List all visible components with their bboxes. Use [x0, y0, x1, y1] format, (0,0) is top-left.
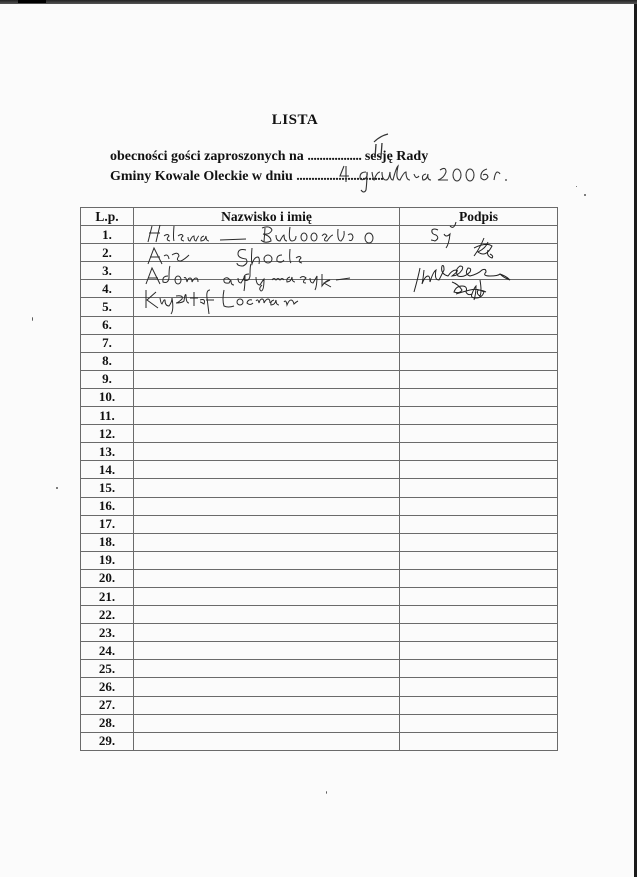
row-number: 29. [81, 732, 134, 750]
scan-speck [576, 186, 577, 187]
row-number: 24. [81, 642, 134, 660]
row-number: 10. [81, 388, 134, 406]
signature-cell [400, 569, 558, 587]
row-number: 5. [81, 298, 134, 316]
name-cell [134, 732, 400, 750]
row-number: 11. [81, 407, 134, 425]
row-number: 7. [81, 334, 134, 352]
name-cell [134, 443, 400, 461]
name-cell [134, 642, 400, 660]
table-row [81, 732, 558, 750]
signature-cell [400, 624, 558, 642]
signature-cell [400, 606, 558, 624]
name-cell [134, 569, 400, 587]
name-cell [134, 316, 400, 334]
column-header-signature: Podpis [400, 208, 558, 226]
handwritten-names [134, 222, 400, 312]
signature-cell [400, 352, 558, 370]
date-dots: ............................. [296, 169, 384, 184]
signature-cell [400, 551, 558, 569]
table-row [81, 407, 558, 425]
name-cell [134, 479, 400, 497]
name-cell [134, 425, 400, 443]
table-row [81, 388, 558, 406]
scan-edge [0, 0, 637, 4]
scan-speck [584, 194, 586, 196]
signature-cell [400, 461, 558, 479]
table-row [81, 696, 558, 714]
table-row [81, 551, 558, 569]
row-number: 3. [81, 262, 134, 280]
scan-speck [32, 317, 33, 321]
table-row [81, 316, 558, 334]
session-prefix: obecności gości zaproszonych na [110, 149, 308, 164]
signature-cell [400, 370, 558, 388]
table-row [81, 443, 558, 461]
row-number: 9. [81, 370, 134, 388]
signature-cell [400, 407, 558, 425]
row-number: 12. [81, 425, 134, 443]
table-row [81, 352, 558, 370]
signature-cell [400, 533, 558, 551]
signature-cell [400, 732, 558, 750]
signature-cell [400, 334, 558, 352]
row-number: 27. [81, 696, 134, 714]
signature-cell [400, 497, 558, 515]
table-row [81, 334, 558, 352]
table-row [81, 370, 558, 388]
signature-cell [400, 316, 558, 334]
scan-edge-mark [18, 0, 46, 3]
table-row [81, 497, 558, 515]
name-cell [134, 497, 400, 515]
handwritten-session-number [366, 128, 396, 160]
table-row [81, 606, 558, 624]
signature-cell [400, 479, 558, 497]
handwritten-date [336, 160, 531, 200]
table-row [81, 587, 558, 605]
row-number: 21. [81, 587, 134, 605]
signature-cell [400, 388, 558, 406]
row-number: 14. [81, 461, 134, 479]
column-header-name: Nazwisko i imię [134, 208, 400, 226]
row-number: 22. [81, 606, 134, 624]
row-number: 8. [81, 352, 134, 370]
name-cell [134, 407, 400, 425]
table-row [81, 660, 558, 678]
name-cell [134, 515, 400, 533]
signature-cell [400, 443, 558, 461]
signature-cell [400, 660, 558, 678]
name-cell [134, 352, 400, 370]
table-row [81, 425, 558, 443]
row-number: 25. [81, 660, 134, 678]
scan-speck [56, 487, 58, 489]
signature-cell [400, 642, 558, 660]
name-cell [134, 696, 400, 714]
row-number: 2. [81, 244, 134, 262]
column-header-lp: L.p. [81, 208, 134, 226]
name-cell [134, 714, 400, 732]
table-row [81, 569, 558, 587]
row-number: 13. [81, 443, 134, 461]
name-cell [134, 388, 400, 406]
row-number: 1. [81, 226, 134, 244]
signature-cell [400, 678, 558, 696]
name-cell [134, 624, 400, 642]
session-suffix: sesję Rady [361, 149, 429, 164]
date-prefix: Gminy Kowale Oleckie w dniu [110, 169, 297, 184]
row-number: 19. [81, 551, 134, 569]
row-number: 23. [81, 624, 134, 642]
table-row [81, 479, 558, 497]
row-number: 6. [81, 316, 134, 334]
table-row [81, 624, 558, 642]
handwritten-signatures [400, 220, 558, 316]
table-row [81, 533, 558, 551]
signature-cell [400, 587, 558, 605]
name-cell [134, 606, 400, 624]
row-number: 26. [81, 678, 134, 696]
name-cell [134, 533, 400, 551]
row-number: 15. [81, 479, 134, 497]
row-number: 28. [81, 714, 134, 732]
name-cell [134, 678, 400, 696]
row-number: 16. [81, 497, 134, 515]
table-row [81, 461, 558, 479]
name-cell [134, 334, 400, 352]
row-number: 4. [81, 280, 134, 298]
table-row [81, 642, 558, 660]
session-dots-mid: ........... [328, 149, 362, 164]
session-dots-before: ....... [307, 149, 329, 164]
row-number: 20. [81, 569, 134, 587]
name-cell [134, 587, 400, 605]
signature-cell [400, 714, 558, 732]
name-cell [134, 461, 400, 479]
table-row [81, 515, 558, 533]
scan-speck [326, 791, 327, 794]
signature-cell [400, 696, 558, 714]
name-cell [134, 660, 400, 678]
document-title: LISTA [271, 112, 319, 128]
table-row [81, 714, 558, 732]
name-cell [134, 551, 400, 569]
table-row [81, 678, 558, 696]
signature-cell [400, 425, 558, 443]
row-number: 18. [81, 533, 134, 551]
row-number: 17. [81, 515, 134, 533]
name-cell [134, 370, 400, 388]
signature-cell [400, 515, 558, 533]
